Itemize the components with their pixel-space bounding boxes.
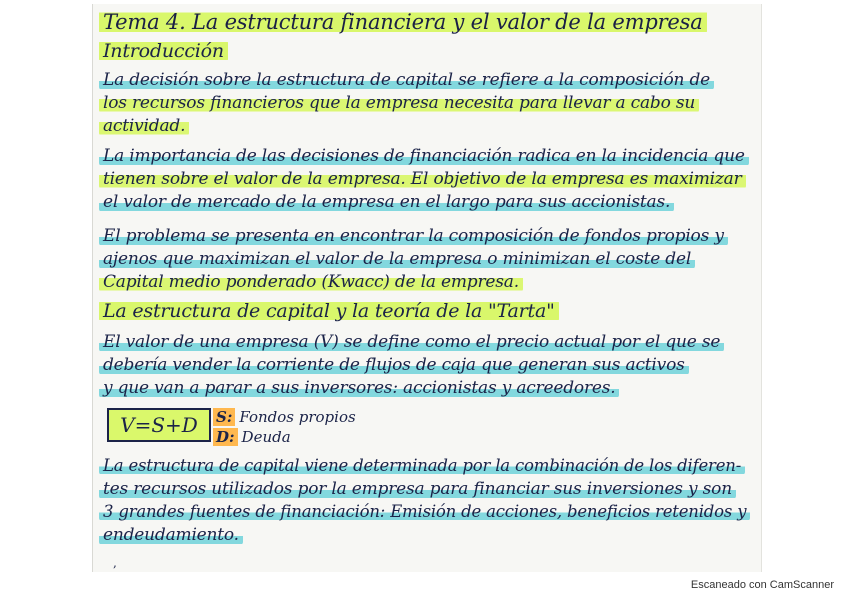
stray-pen-mark: , (113, 556, 117, 570)
page-title-text: Tema 4. La estructura financiera y el valor de la empresa (99, 10, 707, 34)
paragraph-line (99, 226, 728, 246)
paragraph-line (99, 93, 699, 113)
paragraph-line (99, 456, 745, 475)
legend-key: D: (213, 428, 238, 446)
paragraph-text: El problema se presenta en encontrar la composición de fondos propios y (99, 226, 728, 246)
paragraph-text: tienen sobre el valor de la empresa. El objetivo de la empresa es maximizar (99, 169, 746, 189)
paragraph-line (99, 192, 674, 212)
paragraph-text: La decisión sobre la estructura de capital se refiere a la composición de (99, 70, 714, 90)
paragraph-text: los recursos financieros que la empresa necesita para llevar a cabo su (99, 93, 699, 113)
formula-box: V=S+D (107, 408, 211, 442)
paragraph-text: El valor de una empresa (V) se define como el precio actual por el que se (99, 332, 724, 352)
paragraph-text: 3 grandes fuentes de financiación: Emisión de acciones, beneficios retenidos y (99, 502, 750, 521)
paragraph-line (99, 70, 714, 90)
paragraph-line (99, 169, 746, 189)
paragraph-text: tes recursos utilizados por la empresa para financiar sus inversiones y son (99, 479, 736, 499)
paragraph-line (99, 479, 736, 499)
scanner-watermark: Escaneado con CamScanner (690, 579, 834, 591)
paragraph-line (99, 272, 523, 292)
paragraph-line (99, 332, 724, 352)
paragraph-line (99, 378, 619, 398)
paragraph-text: actividad. (99, 116, 189, 136)
paragraph-text: La importancia de las decisiones de financiación radica en la incidencia que (99, 146, 749, 166)
scanned-notes-page (92, 4, 762, 572)
legend-item-d (213, 428, 291, 446)
section-heading-introduccion (99, 40, 228, 62)
section-heading-tarta (99, 300, 559, 322)
paragraph-line (99, 355, 689, 375)
legend-item-s (213, 408, 356, 426)
paragraph-text: La estructura de capital viene determinada por la combinación de los diferen- (99, 456, 745, 475)
section-heading-text: La estructura de capital y la teoría de la "Tarta" (99, 300, 559, 322)
paragraph-text: endeudamiento. (99, 525, 243, 545)
page-title (99, 10, 707, 34)
legend-text: Fondos propios (239, 408, 356, 426)
section-heading-text: Introducción (99, 40, 228, 62)
paragraph-text: debería vender la corriente de flujos de caja que generan sus activos (99, 355, 689, 375)
legend-text: Deuda (241, 428, 291, 446)
paragraph-text: ajenos que maximizan el valor de la empresa o minimizan el coste del (99, 249, 695, 269)
legend-key: S: (213, 408, 235, 426)
paragraph-line (99, 146, 749, 166)
paragraph-line (99, 116, 189, 136)
paragraph-line (99, 249, 695, 269)
paragraph-text: Capital medio ponderado (Kwacc) de la empresa. (99, 272, 523, 292)
paragraph-line (99, 525, 243, 545)
paragraph-text: y que van a parar a sus inversores: accionistas y acreedores. (99, 378, 619, 398)
paragraph-line (99, 502, 750, 521)
paragraph-text: el valor de mercado de la empresa en el largo para sus accionistas. (99, 192, 674, 212)
